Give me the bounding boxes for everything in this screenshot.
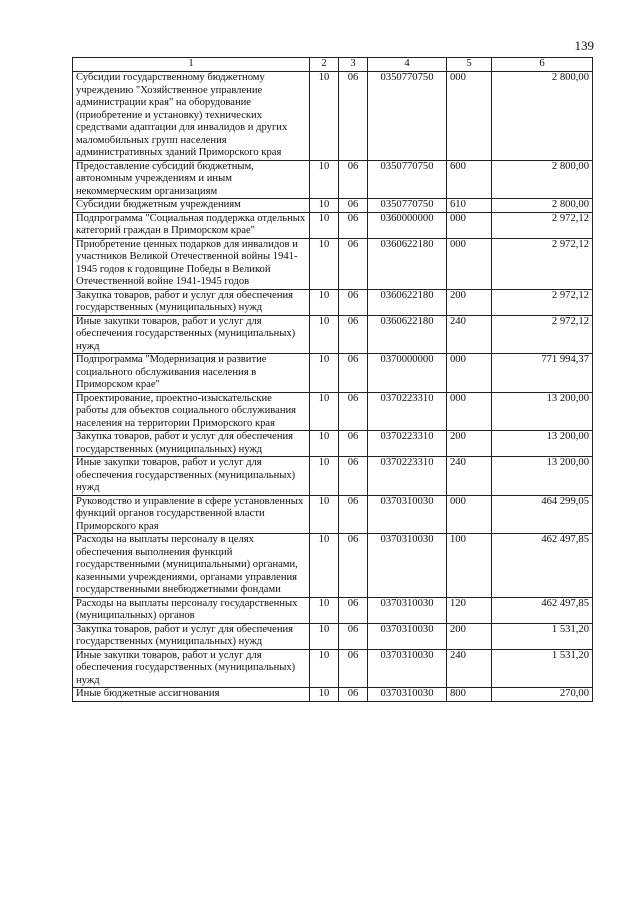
row-amount: 2 972,12 xyxy=(492,289,593,315)
header-col-5: 5 xyxy=(447,58,492,72)
row-amount: 1 531,20 xyxy=(492,623,593,649)
row-expense-type: 600 xyxy=(447,160,492,199)
row-subsection: 06 xyxy=(339,199,368,213)
row-subsection: 06 xyxy=(339,688,368,702)
table-row xyxy=(73,212,593,238)
row-subsection: 06 xyxy=(339,495,368,534)
table-row xyxy=(73,495,593,534)
row-expense-type: 100 xyxy=(447,534,492,598)
row-section: 10 xyxy=(310,72,339,161)
row-expense-type: 000 xyxy=(447,354,492,393)
row-section: 10 xyxy=(310,238,339,289)
header-col-2: 2 xyxy=(310,58,339,72)
row-target-article: 0370000000 xyxy=(368,354,447,393)
row-amount: 1 531,20 xyxy=(492,649,593,688)
row-target-article: 0370310030 xyxy=(368,649,447,688)
header-col-3: 3 xyxy=(339,58,368,72)
table-row xyxy=(73,457,593,496)
row-target-article: 0370223310 xyxy=(368,392,447,431)
row-amount: 2 972,12 xyxy=(492,238,593,289)
row-amount: 2 800,00 xyxy=(492,160,593,199)
row-target-article: 0370310030 xyxy=(368,688,447,702)
row-target-article: 0360000000 xyxy=(368,212,447,238)
row-amount: 270,00 xyxy=(492,688,593,702)
row-target-article: 0360622180 xyxy=(368,238,447,289)
row-section: 10 xyxy=(310,597,339,623)
row-name: Субсидии государственному бюджетному учреждению "Хозяйственное управление администрации края" на оборудование (приобретение и установку) технических средствами адаптации для инвалидов и других маломобильных групп населения административных зданий Приморского края xyxy=(73,72,310,161)
header-col-6: 6 xyxy=(492,58,593,72)
row-section: 10 xyxy=(310,315,339,354)
row-subsection: 06 xyxy=(339,392,368,431)
row-subsection: 06 xyxy=(339,431,368,457)
row-expense-type: 000 xyxy=(447,212,492,238)
row-subsection: 06 xyxy=(339,623,368,649)
row-name: Приобретение ценных подарков для инвалидов и участников Великой Отечественной войны 1941-1945 годов к годовщине Победы в Великой Отечественной войне 1941-1945 годов xyxy=(73,238,310,289)
row-name: Подпрограмма "Социальная поддержка отдельных категорий граждан в Приморском крае" xyxy=(73,212,310,238)
row-subsection: 06 xyxy=(339,212,368,238)
row-target-article: 0350770750 xyxy=(368,160,447,199)
row-amount: 2 972,12 xyxy=(492,212,593,238)
row-name: Иные закупки товаров, работ и услуг для обеспечения государственных (муниципальных) нужд xyxy=(73,315,310,354)
row-subsection: 06 xyxy=(339,597,368,623)
row-amount: 462 497,85 xyxy=(492,597,593,623)
row-subsection: 06 xyxy=(339,354,368,393)
table-row xyxy=(73,289,593,315)
row-expense-type: 240 xyxy=(447,457,492,496)
row-subsection: 06 xyxy=(339,72,368,161)
row-section: 10 xyxy=(310,649,339,688)
row-expense-type: 000 xyxy=(447,72,492,161)
row-amount: 13 200,00 xyxy=(492,392,593,431)
table-row xyxy=(73,354,593,393)
row-target-article: 0350770750 xyxy=(368,72,447,161)
row-target-article: 0370223310 xyxy=(368,431,447,457)
table-row xyxy=(73,72,593,161)
row-name: Подпрограмма "Модернизация и развитие социального обслуживания населения в Приморском крае" xyxy=(73,354,310,393)
row-target-article: 0360622180 xyxy=(368,315,447,354)
row-amount: 2 972,12 xyxy=(492,315,593,354)
row-subsection: 06 xyxy=(339,289,368,315)
row-name: Субсидии бюджетным учреждениям xyxy=(73,199,310,213)
table-row xyxy=(73,649,593,688)
table-row xyxy=(73,160,593,199)
row-subsection: 06 xyxy=(339,315,368,354)
row-amount: 13 200,00 xyxy=(492,431,593,457)
row-amount: 2 800,00 xyxy=(492,72,593,161)
row-name: Проектирование, проектно-изыскательские работы для объектов социального обслуживания населения на территории Приморского края xyxy=(73,392,310,431)
row-section: 10 xyxy=(310,534,339,598)
row-name: Закупка товаров, работ и услуг для обеспечения государственных (муниципальных) нужд xyxy=(73,623,310,649)
table-row xyxy=(73,315,593,354)
row-expense-type: 610 xyxy=(447,199,492,213)
header-col-4: 4 xyxy=(368,58,447,72)
table-header-row xyxy=(73,58,593,72)
row-target-article: 0370223310 xyxy=(368,457,447,496)
row-expense-type: 200 xyxy=(447,289,492,315)
row-expense-type: 000 xyxy=(447,392,492,431)
row-name: Расходы на выплаты персоналу в целях обеспечения выполнения функций государственными (муниципальными) органами, казенными учреждениями, органами управления государственными внебюджетными фондами xyxy=(73,534,310,598)
row-section: 10 xyxy=(310,354,339,393)
row-expense-type: 240 xyxy=(447,315,492,354)
row-section: 10 xyxy=(310,457,339,496)
row-section: 10 xyxy=(310,392,339,431)
table-row xyxy=(73,431,593,457)
row-name: Предоставление субсидий бюджетным, автономным учреждениям и иным некоммерческим организациям xyxy=(73,160,310,199)
row-expense-type: 200 xyxy=(447,431,492,457)
row-amount: 771 994,37 xyxy=(492,354,593,393)
row-target-article: 0370310030 xyxy=(368,534,447,598)
row-name: Закупка товаров, работ и услуг для обеспечения государственных (муниципальных) нужд xyxy=(73,289,310,315)
table-row xyxy=(73,688,593,702)
row-expense-type: 120 xyxy=(447,597,492,623)
row-section: 10 xyxy=(310,688,339,702)
table-row xyxy=(73,199,593,213)
table-row xyxy=(73,623,593,649)
header-col-1: 1 xyxy=(73,58,310,72)
row-subsection: 06 xyxy=(339,457,368,496)
row-expense-type: 800 xyxy=(447,688,492,702)
table-row xyxy=(73,534,593,598)
budget-table xyxy=(72,57,593,702)
row-expense-type: 000 xyxy=(447,238,492,289)
row-amount: 13 200,00 xyxy=(492,457,593,496)
row-section: 10 xyxy=(310,495,339,534)
row-name: Иные бюджетные ассигнования xyxy=(73,688,310,702)
row-name: Закупка товаров, работ и услуг для обеспечения государственных (муниципальных) нужд xyxy=(73,431,310,457)
row-target-article: 0360622180 xyxy=(368,289,447,315)
row-target-article: 0370310030 xyxy=(368,495,447,534)
row-target-article: 0370310030 xyxy=(368,623,447,649)
row-target-article: 0370310030 xyxy=(368,597,447,623)
row-section: 10 xyxy=(310,212,339,238)
row-target-article: 0350770750 xyxy=(368,199,447,213)
table-row xyxy=(73,392,593,431)
row-amount: 2 800,00 xyxy=(492,199,593,213)
row-section: 10 xyxy=(310,289,339,315)
row-subsection: 06 xyxy=(339,238,368,289)
row-subsection: 06 xyxy=(339,534,368,598)
page-number: 139 xyxy=(574,38,594,53)
row-section: 10 xyxy=(310,431,339,457)
row-subsection: 06 xyxy=(339,649,368,688)
row-section: 10 xyxy=(310,199,339,213)
row-expense-type: 240 xyxy=(447,649,492,688)
row-name: Расходы на выплаты персоналу государственных (муниципальных) органов xyxy=(73,597,310,623)
row-section: 10 xyxy=(310,160,339,199)
row-name: Иные закупки товаров, работ и услуг для обеспечения государственных (муниципальных) нужд xyxy=(73,457,310,496)
table-row xyxy=(73,597,593,623)
row-expense-type: 200 xyxy=(447,623,492,649)
row-subsection: 06 xyxy=(339,160,368,199)
row-section: 10 xyxy=(310,623,339,649)
table-row xyxy=(73,238,593,289)
row-expense-type: 000 xyxy=(447,495,492,534)
row-name: Иные закупки товаров, работ и услуг для обеспечения государственных (муниципальных) нужд xyxy=(73,649,310,688)
row-name: Руководство и управление в сфере установленных функций органов государственной власти Приморского края xyxy=(73,495,310,534)
row-amount: 462 497,85 xyxy=(492,534,593,598)
row-amount: 464 299,05 xyxy=(492,495,593,534)
